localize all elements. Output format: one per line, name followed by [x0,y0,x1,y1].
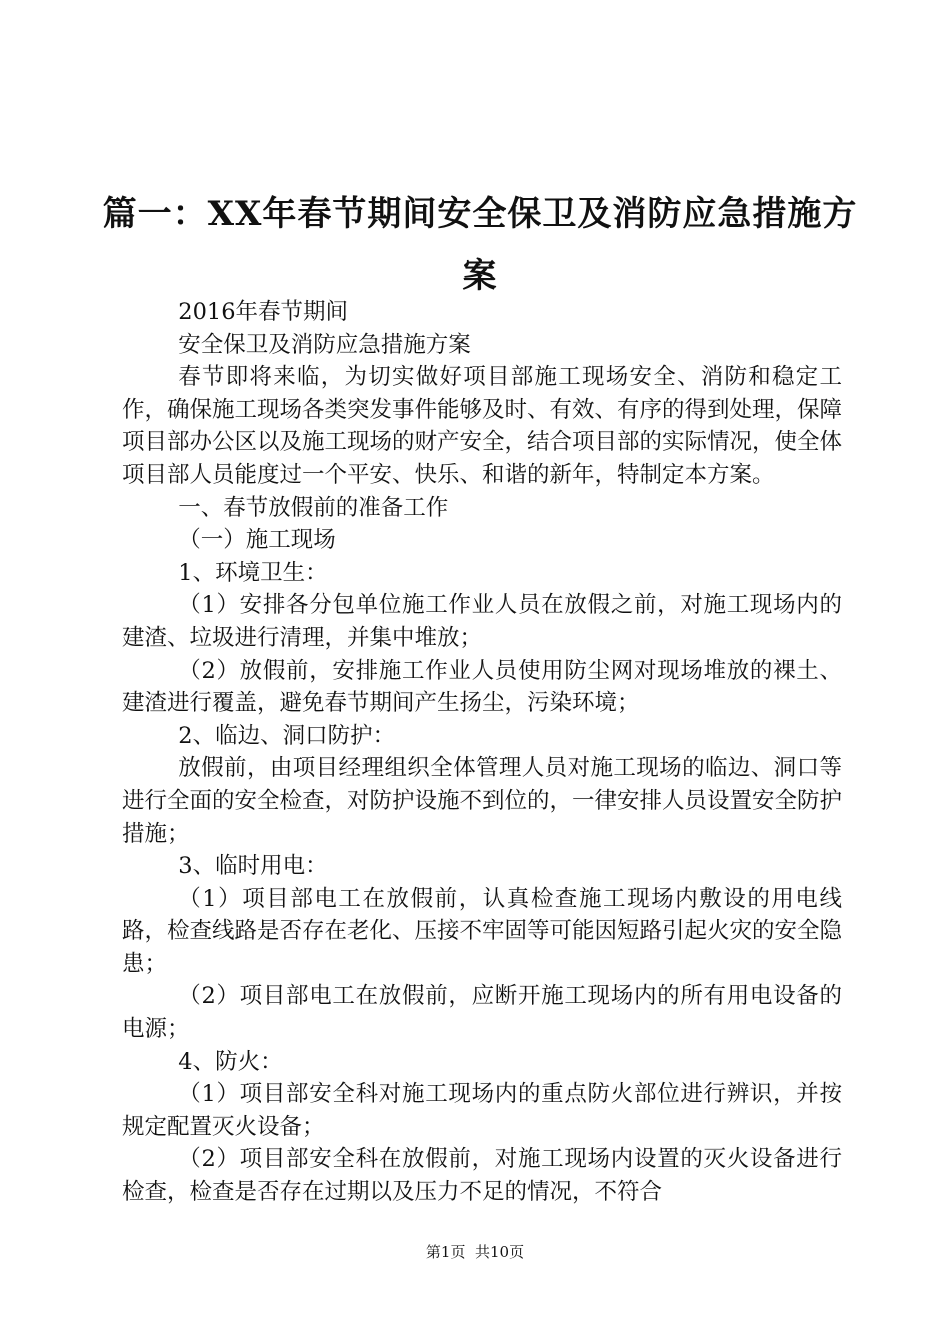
paragraph: 放假前，由项目经理组织全体管理人员对施工现场的临边、洞口等进行全面的安全检查，对防护设施不到位的，一律安排人员设置安全防护措施； [122,755,843,847]
item-heading: 3、临时用电： [178,853,328,880]
paragraph: （1）安排各分包单位施工作业人员在放假之前，对施工现场内的建渣、垃圾进行清理，并集中堆放； [122,592,842,651]
paragraph: （1）项目部安全科对施工现场内的重点防火部位进行辨识，并按规定配置灭火设备； [122,1081,842,1140]
document-title: 篇一：XX年春节期间安全保卫及消防应急措施方案 [102,194,858,296]
item-heading: 4、防火： [178,1048,283,1075]
page-number: 第1页 [425,1243,466,1261]
section-heading: 一、春节放假前的准备工作 [178,494,449,521]
document-body [122,296,842,1209]
paragraph-intro: 春节即将来临，为切实做好项目部施工现场安全、消防和稳定工作，确保施工现场各类突发事件能够及时、有效、有序的得到处理，保障项目部办公区以及施工现场的财产安全，结合项目部的实际情况，使全体项目部人员能度过一个平安、快乐、和谐的新年，特制定本方案。 [122,364,843,488]
paragraph: （2）项目部安全科在放假前，对施工现场内设置的灭火设备进行检查，检查是否存在过期以及压力不足的情况，不符合 [122,1146,842,1206]
item-heading: 2、临边、洞口防护： [178,722,396,749]
paragraph-subtitle: 安全保卫及消防应急措施方案 [178,331,471,358]
page-footer [0,1242,950,1262]
item-heading: 1、环境卫生： [178,559,328,586]
subsection-heading: （一）施工现场 [178,527,336,554]
paragraph: （2）放假前，安排施工作业人员使用防尘网对现场堆放的裸土、建渣进行覆盖，避免春节期间产生扬尘，污染环境； [122,657,842,717]
paragraph: （2）项目部电工在放假前，应断开施工现场内的所有用电设备的电源； [122,983,842,1043]
paragraph-year: 2016年春节期间 [178,299,349,325]
paragraph: （1）项目部电工在放假前，认真检查施工现场内敷设的用电线路，检查线路是否存在老化、压接不牢固等可能因短路引起火灾的安全隐患； [122,885,843,977]
footer-separator [465,1243,475,1261]
page-total: 共10页 [475,1243,525,1261]
